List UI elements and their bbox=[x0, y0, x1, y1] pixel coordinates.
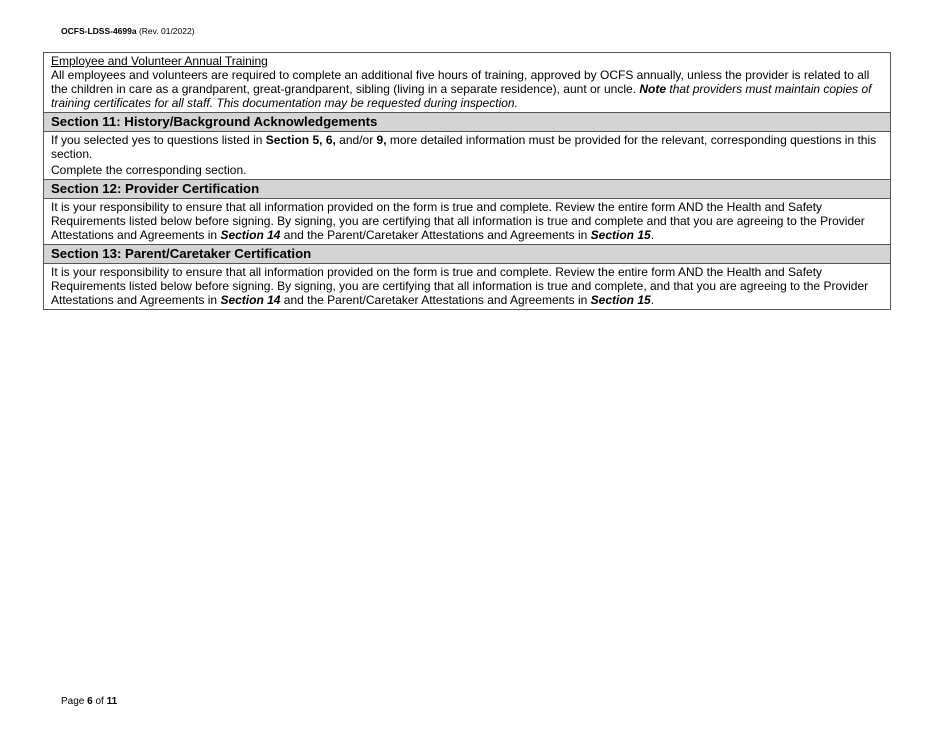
page-of-label: of bbox=[92, 696, 107, 707]
section-12-heading: Section 12: Provider Certification bbox=[44, 179, 890, 199]
s12-ref-section-15: Section 15 bbox=[590, 228, 651, 242]
page-total: 11 bbox=[106, 696, 118, 707]
s13-text-c: . bbox=[650, 293, 655, 307]
s12-text-a: It is your responsibility to ensure that all information provided on the form is true and complete. Review the entire form AND the Health and Safety Requirements listed below before signing. By signing, you are certifying that all information is true and complete and that you are agreeing to the Provider Attestations and Agreements in bbox=[51, 200, 865, 242]
page-label: Page bbox=[61, 696, 88, 707]
page-number bbox=[61, 696, 117, 707]
s13-text-a: It is your responsibility to ensure that all information provided on the form is true and complete. Review the entire form AND the Health and Safety Requirements listed below before signing. By signing, you are certifying that all information is true and complete, and that you are agreeing to the Provider Attestations and Agreements in bbox=[51, 265, 869, 307]
training-cell bbox=[44, 53, 890, 112]
section-11-instruction: Complete the corresponding section. bbox=[51, 163, 247, 177]
section-13-heading: Section 13: Parent/Caretaker Certification bbox=[44, 244, 890, 264]
training-text-main: All employees and volunteers are required to complete an additional five hours of training, approved by OCFS annually, unless the provider is related to all the children in care as a grandparent, great-grandparent, sibling (living in a separate residence), aunt or uncle. bbox=[51, 68, 870, 96]
s11-text-e: more detailed information must be provided for the relevant, corresponding questions in this section. bbox=[51, 133, 877, 161]
page-current: 6 bbox=[87, 696, 93, 707]
s12-text-b: and the Parent/Caretaker Attestations and Agreements in bbox=[280, 228, 591, 242]
s13-ref-section-14: Section 14 bbox=[220, 293, 281, 307]
s12-text-c: . bbox=[650, 228, 655, 242]
training-note-text: that providers must maintain copies of training certificates for all staff. This documentation may be requested during inspection. bbox=[51, 82, 872, 110]
section-12-paragraph bbox=[51, 200, 883, 242]
form-identifier bbox=[61, 26, 195, 36]
section-11-paragraph bbox=[51, 133, 883, 161]
training-text bbox=[51, 68, 883, 110]
section-11-heading: Section 11: History/Background Acknowledgements bbox=[44, 112, 890, 132]
s11-text-a: If you selected yes to questions listed in bbox=[51, 133, 266, 147]
section-12-body bbox=[44, 199, 890, 244]
s11-ref-sections: Section 5, 6, bbox=[265, 133, 336, 147]
s12-ref-section-14: Section 14 bbox=[220, 228, 281, 242]
form-number: OCFS-LDSS-4699a bbox=[61, 26, 137, 36]
training-note-label: Note bbox=[639, 82, 667, 96]
section-13-body bbox=[44, 264, 890, 309]
s13-ref-section-15: Section 15 bbox=[590, 293, 651, 307]
form-revision: (Rev. 01/2022) bbox=[136, 26, 195, 36]
s11-text-c: and/or bbox=[335, 133, 377, 147]
s13-text-b: and the Parent/Caretaker Attestations and Agreements in bbox=[280, 293, 591, 307]
section-13-paragraph bbox=[51, 265, 883, 307]
section-11-body bbox=[44, 132, 890, 179]
training-title: Employee and Volunteer Annual Training bbox=[51, 54, 268, 68]
s11-ref-nine: 9, bbox=[376, 133, 387, 147]
form-section-box bbox=[43, 52, 891, 310]
